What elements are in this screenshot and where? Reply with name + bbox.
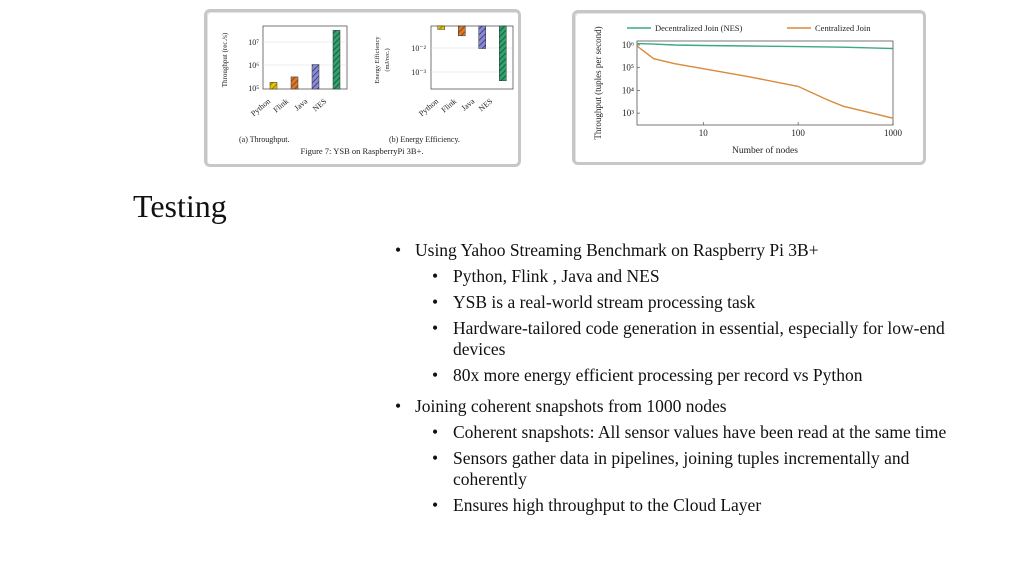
sub-bullet-text: • YSB is a real-world stream processing task <box>453 292 756 312</box>
series-line-centralized <box>637 46 893 118</box>
join-ytick: 10⁴ <box>621 85 634 96</box>
bar-python <box>270 82 277 89</box>
bar-java <box>312 65 319 89</box>
legend-label-nes: Decentralized Join (NES) <box>655 23 743 33</box>
bar-flink <box>291 77 298 89</box>
sub-bullet-item <box>415 495 973 516</box>
legend-label-centralized: Centralized Join <box>815 23 871 33</box>
throughput-xtick: NES <box>310 96 329 114</box>
figure-caption: Figure 7: YSB on RaspberryPi 3B+. <box>300 146 424 156</box>
bar-flink <box>458 26 465 36</box>
throughput-xtick: Python <box>249 96 273 119</box>
energy-ylabel-unit: (mJ/rec.) <box>384 48 391 72</box>
throughput-caption: (a) Throughput. <box>239 135 290 144</box>
bullet-item <box>393 396 973 516</box>
bullet-text: • Joining coherent snapshots from 1000 nodes <box>415 396 727 416</box>
throughput-ytick: 10⁵ <box>248 84 259 93</box>
energy-ytick: 10⁻³ <box>411 68 426 77</box>
join-ytick: 10³ <box>622 108 634 119</box>
join-ylabel: Throughput (tuples per second) <box>593 26 603 140</box>
bar-nes <box>499 26 506 81</box>
join-xtick: 100 <box>791 128 805 138</box>
join-chart-svg <box>575 13 923 162</box>
throughput-xtick: Java <box>292 96 310 113</box>
figure-ysb-svg <box>207 12 518 164</box>
series-line-decentralized <box>637 44 893 49</box>
bar-python <box>438 26 445 29</box>
join-xtick: 10 <box>698 128 708 138</box>
sub-bullet-item <box>415 448 973 490</box>
energy-xtick: Flink <box>439 96 459 115</box>
throughput-xtick: Flink <box>271 96 291 115</box>
sub-bullet-item <box>415 266 973 287</box>
bullet-list <box>393 240 973 526</box>
join-ytick: 10⁶ <box>621 39 634 50</box>
energy-xtick: Java <box>459 96 477 113</box>
sub-bullet-text: • Coherent snapshots: All sensor values have been read at the same time <box>453 422 947 442</box>
energy-xtick: Python <box>417 96 441 119</box>
bullet-text: • Using Yahoo Streaming Benchmark on Raspberry Pi 3B+ <box>415 240 819 260</box>
sub-bullet-item <box>415 365 973 386</box>
sub-bullet-text: • Ensures high throughput to the Cloud Layer <box>453 495 762 515</box>
sub-bullet-item <box>415 292 973 313</box>
energy-xtick: NES <box>476 96 495 114</box>
throughput-ytick: 10⁷ <box>248 38 259 47</box>
sub-bullet-item <box>415 318 973 360</box>
sub-bullet-text: • Python, Flink , Java and NES <box>453 266 660 286</box>
sub-bullet-text: • Sensors gather data in pipelines, joining tuples incrementally and coherently <box>453 448 910 489</box>
bar-nes <box>333 30 340 89</box>
join-xtick: 1000 <box>884 128 902 138</box>
slide-title: Testing <box>133 188 227 224</box>
energy-caption: (b) Energy Efficiency. <box>389 135 460 144</box>
throughput-ytick: 10⁶ <box>248 61 259 70</box>
sub-bullet-text: • 80x more energy efficient processing per record vs Python <box>453 365 863 385</box>
energy-ylabel: Energy Efficiency <box>374 36 381 84</box>
energy-ytick: 10⁻² <box>411 44 426 53</box>
throughput-ylabel: Throughput (rec./s) <box>221 32 229 88</box>
sub-bullet-text: • Hardware-tailored code generation in essential, especially for low-end devices <box>453 318 945 359</box>
figure-ysb-panel <box>204 9 521 167</box>
join-ytick: 10⁵ <box>621 62 634 73</box>
join-plot-frame <box>637 41 893 125</box>
sub-bullet-item <box>415 422 973 443</box>
bar-java <box>479 26 486 49</box>
bullet-item <box>393 240 973 386</box>
figure-join-panel <box>572 10 926 165</box>
join-xlabel: Number of nodes <box>732 146 798 156</box>
